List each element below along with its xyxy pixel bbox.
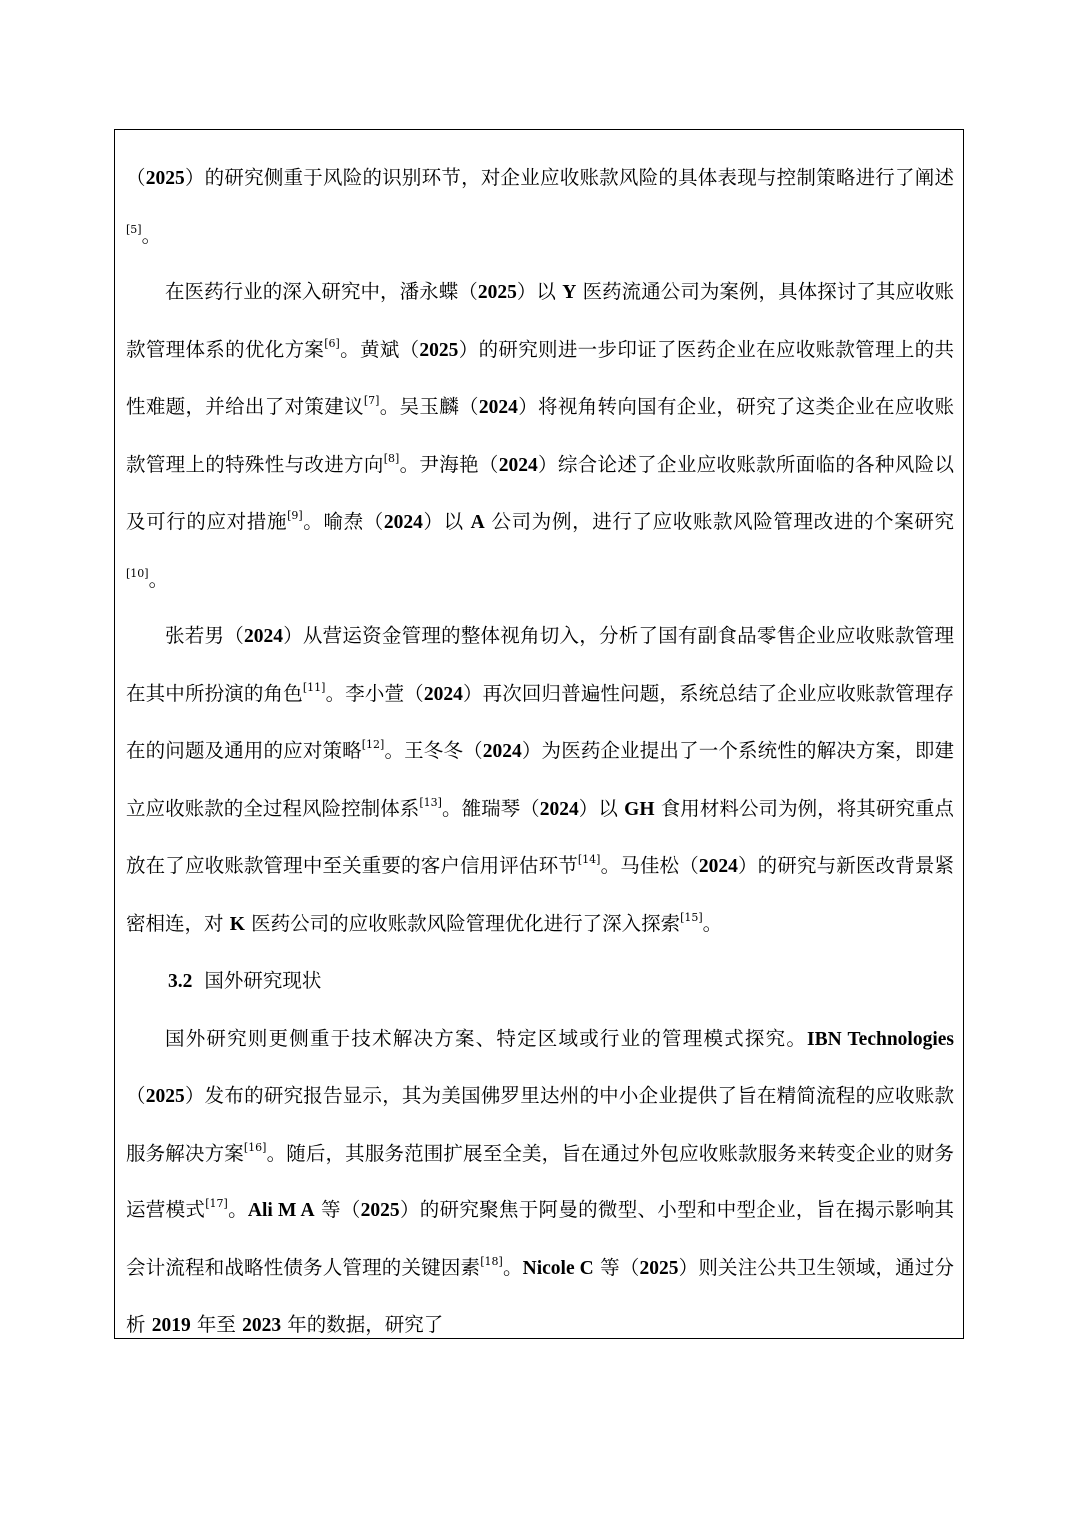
latin-term: 2024 (383, 512, 423, 533)
latin-term: 2025 (419, 339, 459, 361)
text-run: ）则关注公共卫生领域，通过分析 (126, 1255, 954, 1336)
paragraph-p1 (126, 150, 954, 264)
citation-ref: [6] (324, 336, 340, 350)
text-run: ）发布的研究报告显示，其为美国佛罗里达州的中小企业提供了旨在精简流程的应收账款服务解决方案 (126, 1084, 954, 1165)
text-run: 医药公司的应收账款风险管理优化进行了深入探索 (244, 911, 681, 935)
text-run: 。李小萱（ (325, 681, 424, 705)
text-run: ）的研究则进一步印证了医药企业在应收账款管理上的共性难题，并给出了对策建议 (126, 337, 954, 418)
paragraph-p4 (126, 1011, 954, 1340)
latin-term: 2025 (145, 168, 185, 189)
latin-term: Nicole C (522, 1257, 594, 1279)
text-run: ）再次回归普遍性问题，系统总结了企业应收账款管理存在的问题及通用的应对策略 (126, 681, 954, 762)
text-run: 等（ (593, 1255, 640, 1279)
text-run: ）以 (516, 280, 563, 303)
text-run: ）的研究与新医改背景紧密相连，对 (126, 854, 954, 935)
text-run: 。 (702, 911, 723, 935)
text-run: 。 (148, 567, 169, 591)
citation-ref: [13] (419, 795, 442, 809)
citation-ref: [12] (361, 738, 385, 751)
section-number: 3.2 (168, 971, 193, 992)
citation-ref: [16] (243, 1140, 267, 1154)
latin-term: 2025 (639, 1257, 679, 1279)
text-run: 。尹海艳（ (399, 452, 499, 476)
text-run: 医药流通公司为案例，具体探讨了其应收账款管理体系的优化方案 (126, 280, 954, 361)
text-run: ）从营运资金管理的整体视角切入，分析了国有副食品零售企业应收账款管理在其中所扮演的角色 (126, 624, 954, 705)
latin-term: 2024 (539, 798, 579, 820)
text-run: 。王冬冬（ (384, 739, 483, 762)
text-run: ）将视角转向国有企业，研究了这类企业在应收账款管理上的特殊性与改进方向 (126, 395, 954, 476)
text-run: 。 (227, 1198, 248, 1221)
paragraph-p3 (126, 608, 954, 953)
text-run: 张若男（ (165, 624, 244, 647)
latin-term: 2025 (477, 282, 517, 303)
latin-term: Ali M A (247, 1200, 315, 1221)
text-run: 。黄斌（ (339, 337, 420, 361)
citation-ref: [8] (383, 451, 400, 465)
text-run: 。 (141, 223, 162, 247)
text-run: 等（ (314, 1198, 361, 1221)
text-run: 食用材料公司为例，将其研究重点放在了应收账款管理中至关重要的客户信用评估环节 (126, 796, 954, 877)
latin-term: 2024 (478, 397, 518, 418)
section-title: 国外研究现状 (204, 969, 322, 992)
citation-ref: [15] (680, 910, 703, 924)
latin-term: 2025 (360, 1200, 400, 1221)
text-run: ）综合论述了企业应收账款所面临的各种风险以及可行的应对措施 (126, 452, 954, 533)
latin-term: A (470, 512, 485, 533)
citation-ref: [7] (363, 394, 380, 407)
latin-term: IBN Technologies (807, 1028, 954, 1050)
text-run: 。雒瑞琴（ (441, 796, 540, 820)
section-heading-3-2 (126, 953, 954, 1011)
latin-term: 2024 (698, 856, 738, 877)
citation-ref: [14] (577, 853, 601, 866)
latin-term: 2024 (423, 683, 463, 705)
citation-ref: [11] (302, 680, 326, 694)
text-run: 年至 (190, 1313, 243, 1336)
latin-term: 2024 (482, 741, 522, 762)
citation-ref: [5] (126, 222, 142, 236)
text-run: （ (126, 1084, 146, 1107)
text-run: 年的数据，研究了 (281, 1313, 444, 1336)
text-run: ）的研究聚焦于阿曼的微型、小型和中型企业，旨在揭示影响其会计流程和战略性债务人管理的关键因素 (126, 1198, 954, 1279)
citation-ref: [9] (287, 509, 303, 522)
paragraph-p2 (126, 264, 954, 608)
text-run: 在医药行业的深入研究中，潘永蝶（ (165, 280, 478, 303)
latin-term: GH (624, 798, 655, 820)
text-run: 公司为例，进行了应收账款风险管理改进的个案研究 (484, 510, 954, 533)
text-run: 。 (502, 1255, 523, 1279)
text-run: ）以 (578, 796, 625, 820)
latin-term: 2023 (242, 1315, 282, 1336)
citation-ref: [17] (205, 1197, 228, 1210)
latin-term: 2024 (243, 626, 283, 647)
page-frame (114, 129, 964, 1339)
latin-term: 2024 (498, 454, 538, 476)
document-body (126, 150, 954, 1339)
text-run: 国外研究则更侧重于技术解决方案、特定区域或行业的管理模式探究。 (165, 1026, 808, 1050)
text-run: ）以 (422, 510, 471, 533)
citation-ref: [18] (480, 1254, 503, 1268)
latin-term: K (229, 913, 245, 935)
latin-term: Y (562, 282, 577, 303)
text-run: 。喻焘（ (302, 510, 384, 533)
latin-term: 2019 (151, 1315, 191, 1336)
text-run: 。吴玉麟（ (379, 395, 479, 418)
text-run: 。随后，其服务范围扩展至全美，旨在通过外包应收账款服务来转变企业的财务运营模式 (126, 1141, 954, 1221)
citation-ref: [10] (126, 566, 149, 580)
text-run: 。马佳松（ (600, 854, 699, 877)
latin-term: 2025 (145, 1086, 185, 1107)
text-run: ）的研究侧重于风险的识别环节，对企业应收账款风险的具体表现与控制策略进行了阐述 (184, 166, 954, 189)
text-run: （ (126, 166, 146, 189)
text-run: ）为医药企业提出了一个系统性的解决方案，即建立应收账款的全过程风险控制体系 (126, 739, 954, 820)
